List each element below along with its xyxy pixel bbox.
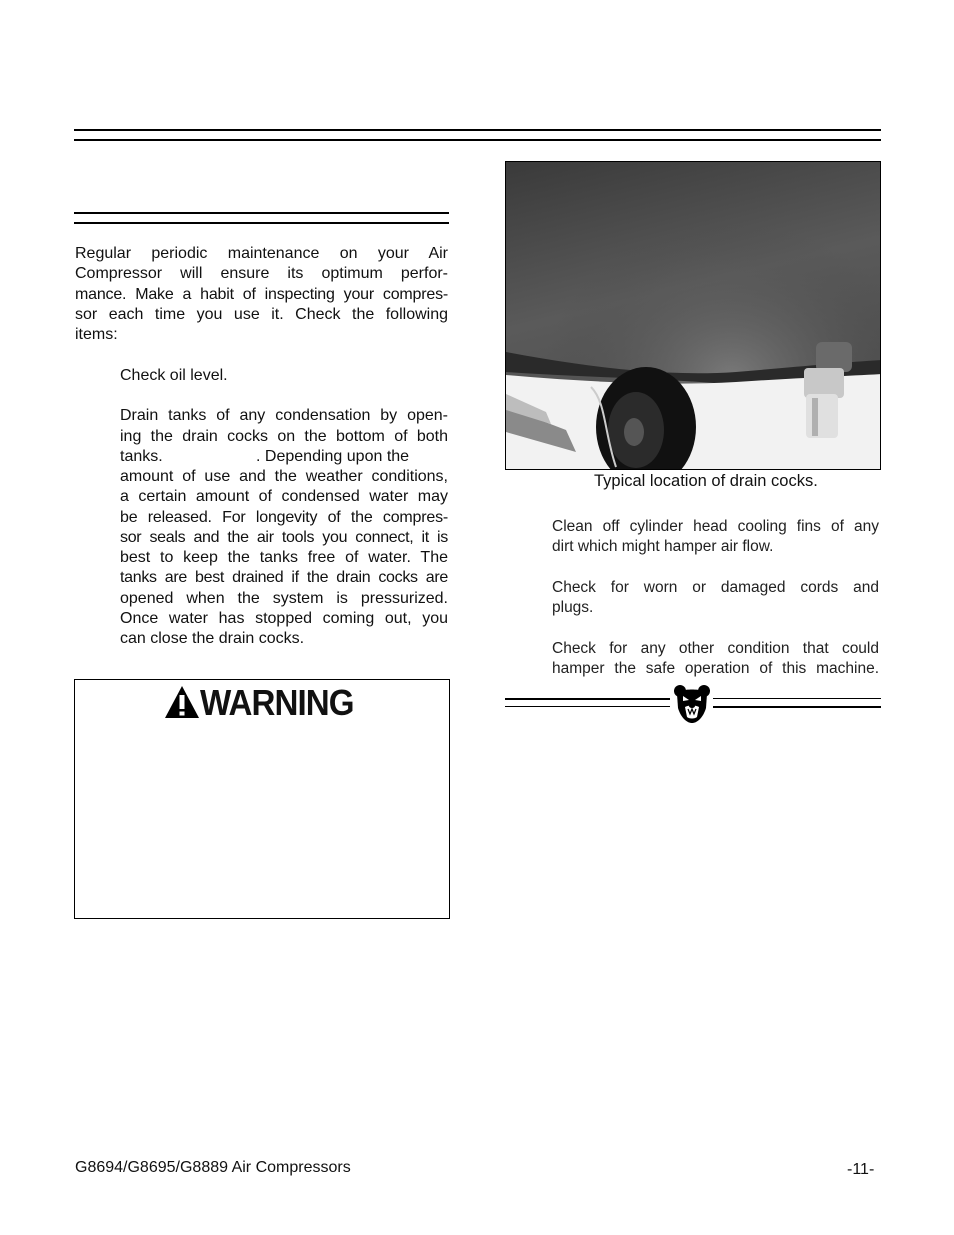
- section-rule-top: [74, 212, 449, 214]
- intro-line: Compressor will ensure its optimum perfor-: [75, 265, 448, 282]
- drain-cock-photo-image: [506, 162, 881, 470]
- bear-logo-icon: [673, 684, 711, 724]
- end-rule-right-bottom: [713, 706, 881, 708]
- item-check-oil: Check oil level.: [120, 367, 228, 384]
- intro-line: mance. Make a habit of inspecting your compres-: [75, 286, 448, 303]
- section-rule-bottom: [74, 222, 449, 224]
- drain-line: tanks are best drained if the drain cocks are: [120, 569, 448, 586]
- header-rule-bottom: [74, 139, 881, 141]
- drain-line: sor seals and the air tools you connect, it is: [120, 529, 448, 546]
- intro-line: sor each time you use it. Check the following: [75, 306, 448, 323]
- drain-line: tanks. . Depending upon the: [120, 448, 410, 465]
- drain-line: Drain tanks of any condensation by open-: [120, 407, 448, 424]
- end-rule-left-bottom: [505, 706, 670, 707]
- end-rule-left-top: [505, 698, 670, 700]
- drain-line: Once water has stopped coming out, you: [120, 610, 448, 627]
- other-line: hamper the safe operation of this machine.: [552, 660, 879, 677]
- drain-line: opened when the system is pressurized.: [120, 590, 448, 607]
- drain-line: be released. For longevity of the compres-: [120, 509, 448, 526]
- warning-triangle-icon: [163, 684, 201, 720]
- other-line: Check for any other condition that could: [552, 640, 879, 657]
- drain-cock-photo: [505, 161, 881, 470]
- drain-line: can close the drain cocks.: [120, 630, 305, 647]
- drain-line: amount of use and the weather conditions,: [120, 468, 448, 485]
- footer-page-number: -11-: [847, 1161, 875, 1178]
- figure-caption: Typical location of drain cocks.: [594, 472, 818, 490]
- end-rule-right-top: [713, 698, 881, 699]
- intro-line: Regular periodic maintenance on your Air: [75, 245, 448, 262]
- warning-label: WARNING: [200, 682, 354, 723]
- cords-line: plugs.: [552, 599, 594, 616]
- drain-line: ing the drain cocks on the bottom of both: [120, 428, 448, 445]
- fins-line: dirt which might hamper air flow.: [552, 538, 774, 555]
- cords-line: Check for worn or damaged cords and: [552, 579, 879, 596]
- fins-line: Clean off cylinder head cooling fins of any: [552, 518, 879, 535]
- drain-line: best to keep the tanks free of water. The: [120, 549, 448, 566]
- intro-line: items:: [75, 326, 118, 343]
- header-rule-top: [74, 129, 881, 131]
- footer-model: G8694/G8695/G8889 Air Compressors: [75, 1159, 351, 1176]
- drain-line: a certain amount of condensed water may: [120, 488, 448, 505]
